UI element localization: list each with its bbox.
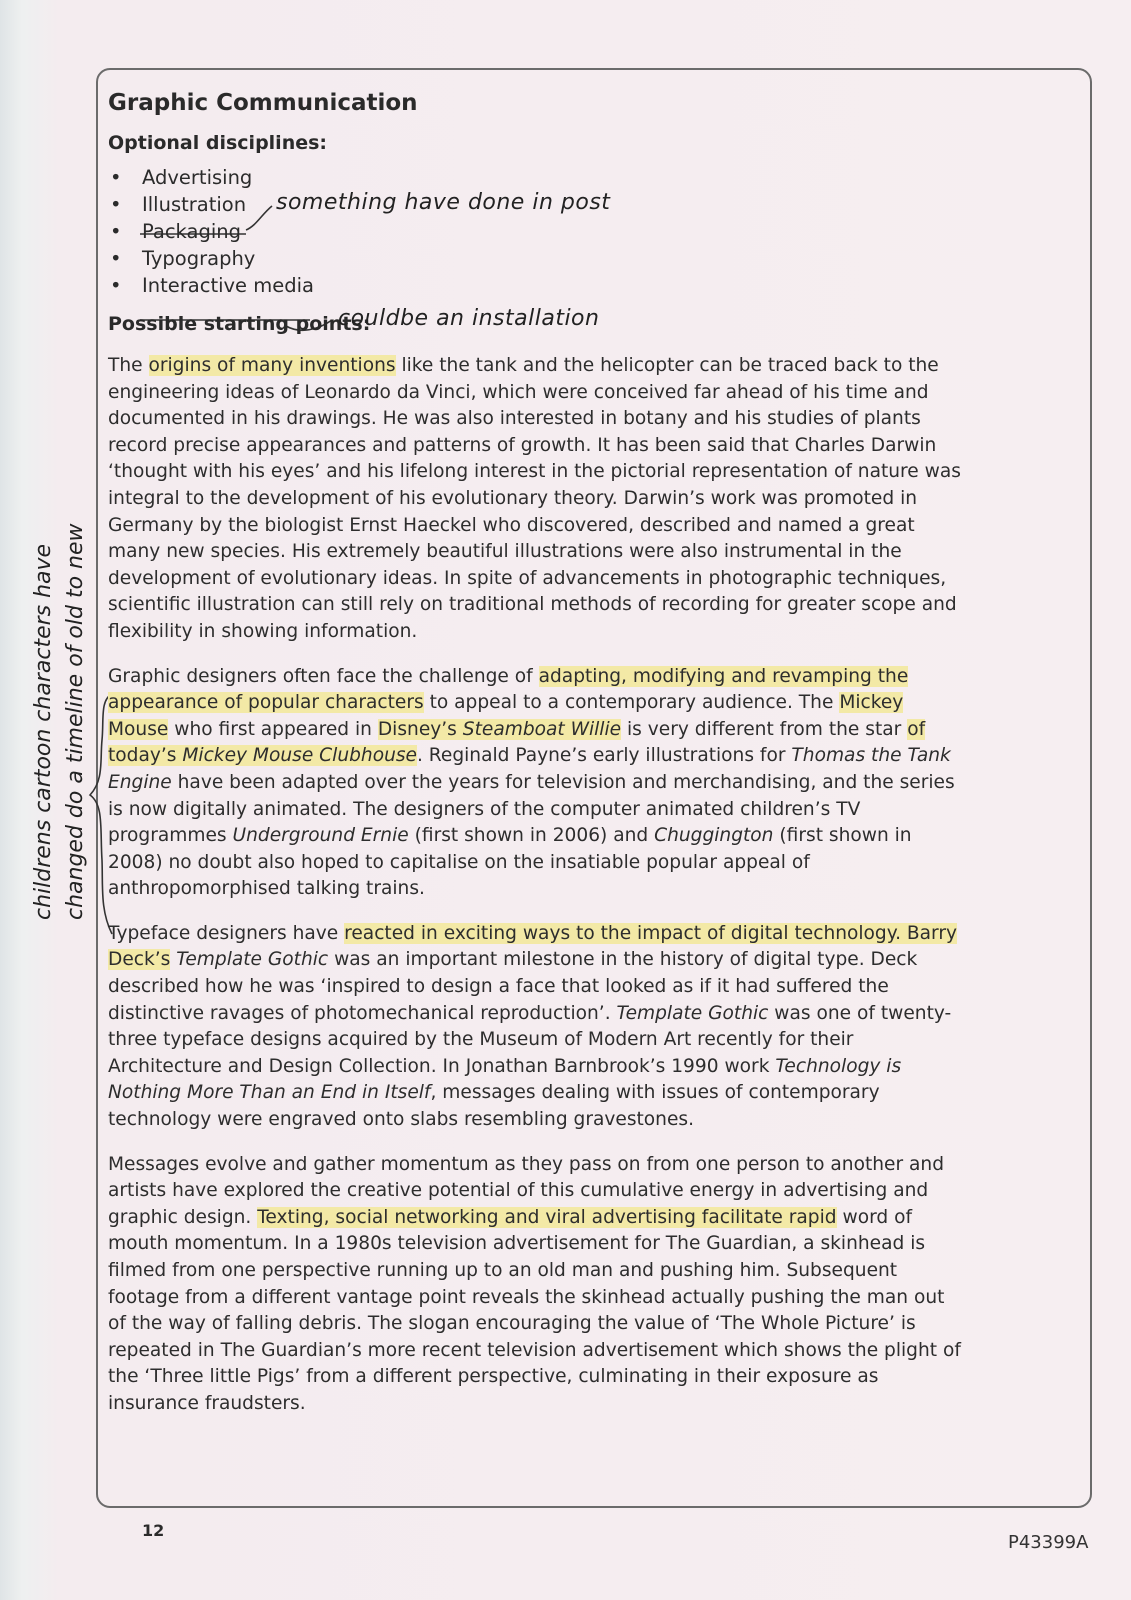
highlight: origins of many inventions: [148, 355, 396, 376]
paper-code: P43399A: [1008, 1532, 1089, 1553]
starting-points-heading: Possible starting points:: [108, 313, 371, 335]
handwritten-side-note: childrens cartoon characters have changed do a timeline of old to new: [31, 523, 88, 920]
highlight: adapting, modifying and revamping the appearance of popular characters: [108, 665, 909, 714]
paragraph-inventions: The origins of many inventions like the tank and the helicopter can be traced back to the engineering ideas of Leonardo da Vinci, which were conceived far ahead of his time and documented in his drawings. He was also interested in botany and his studies of plants record precise appearances and patterns of growth. It has been said that Charles Darwin ‘thought with his eyes’ and his lifelong interest in the pictorial representation of nature was integral to the development of his evolutionary theory. Darwin’s work was promoted in Germany by the biologist Ernst Haeckel who discovered, described and named a great many new species. His extremely beautiful illustrations were also instrumental in the development of evolutionary ideas. In spite of advancements in photographic techniques, scientific illustration can still rely on traditional methods of recording for greater scope and flexibility in showing information.: [108, 355, 961, 642]
page-number: 12: [142, 1521, 165, 1540]
page-heading: Graphic Communication: [108, 90, 418, 116]
disciplines-list: [108, 164, 966, 299]
paragraph-typeface: Typeface designers have reacted in exciting ways to the impact of digital technology. Barry Deck’s Template Gothic was an important milestone in the history of digital type. Deck described how he was ‘inspired to design a face that looked as if it had suffered the distinctive ravages of photomechanical reproduction’. Template Gothic was one of twenty-three typeface designs acquired by the Museum of Modern Art recently for their Architecture and Design Collection. In Jonathan Barnbrook’s 1990 work Technology is Nothing More Than an End in Itself, messages dealing with issues of contemporary technology were engraved onto slabs resembling gravestones.: [108, 922, 958, 1131]
highlight: Disney’s: [377, 718, 463, 740]
highlight: of today’s: [108, 718, 926, 767]
paragraph-messages: Messages evolve and gather momentum as they pass on from one person to another and artists have explored the creative potential of this cumulative energy in advertising and graphic design. Texting, social networking and viral advertising facilitate rapid word of mouth momentum. In a 1980s television advertisement for The Guardian, a skinhead is filmed from one perspective running up to an old man and pushing him. Subsequent footage from a different vantage point reveals the skinhead actually pushing the man out of the way of falling debris. The slogan encouraging the value of ‘The Whole Picture’ is repeated in The Guardian’s more recent television advertisement which shows the plight of the ‘Three little Pigs’ from a different perspective, culminating in their exposure as insurance fraudsters.: [108, 1153, 961, 1414]
highlight: reacted in exciting ways to the impact of digital technology. Barry Deck’s: [108, 922, 958, 971]
highlight: Mickey Mouse: [108, 692, 904, 740]
handwritten-note-interactive: couldbe an installation: [338, 306, 600, 331]
discipline-item: • Packaging: [108, 218, 966, 245]
highlight: Texting, social networking and viral advertising facilitate rapid: [257, 1206, 837, 1228]
optional-disciplines-heading: Optional disciplines:: [108, 132, 328, 154]
discipline-item: • Advertising: [108, 164, 966, 191]
discipline-item: • Illustration: [108, 191, 966, 218]
handwritten-note-illustration: something have done in post: [276, 190, 611, 215]
discipline-item: • Typography: [108, 245, 966, 272]
main-content: [108, 90, 966, 1436]
paragraph-characters: Graphic designers often face the challenge of adapting, modifying and revamping the appearance of popular characters to appeal to a contemporary audience. The Mickey Mouse who first appeared in Disney’s Steamboat Willie is very different from the star of today’s Mickey Mouse Clubhouse. Reginald Payne’s early illustrations for Thomas the Tank Engine have been adapted over the years for television and merchandising, and the series is now digitally animated. The designers of the computer animated children’s TV programmes Underground Ernie (first shown in 2006) and Chuggington (first shown in 2008) no doubt also hoped to capitalise on the insatiable popular appeal of anthropomorphised talking trains.: [108, 665, 955, 900]
discipline-item: • Interactive media: [108, 272, 966, 299]
